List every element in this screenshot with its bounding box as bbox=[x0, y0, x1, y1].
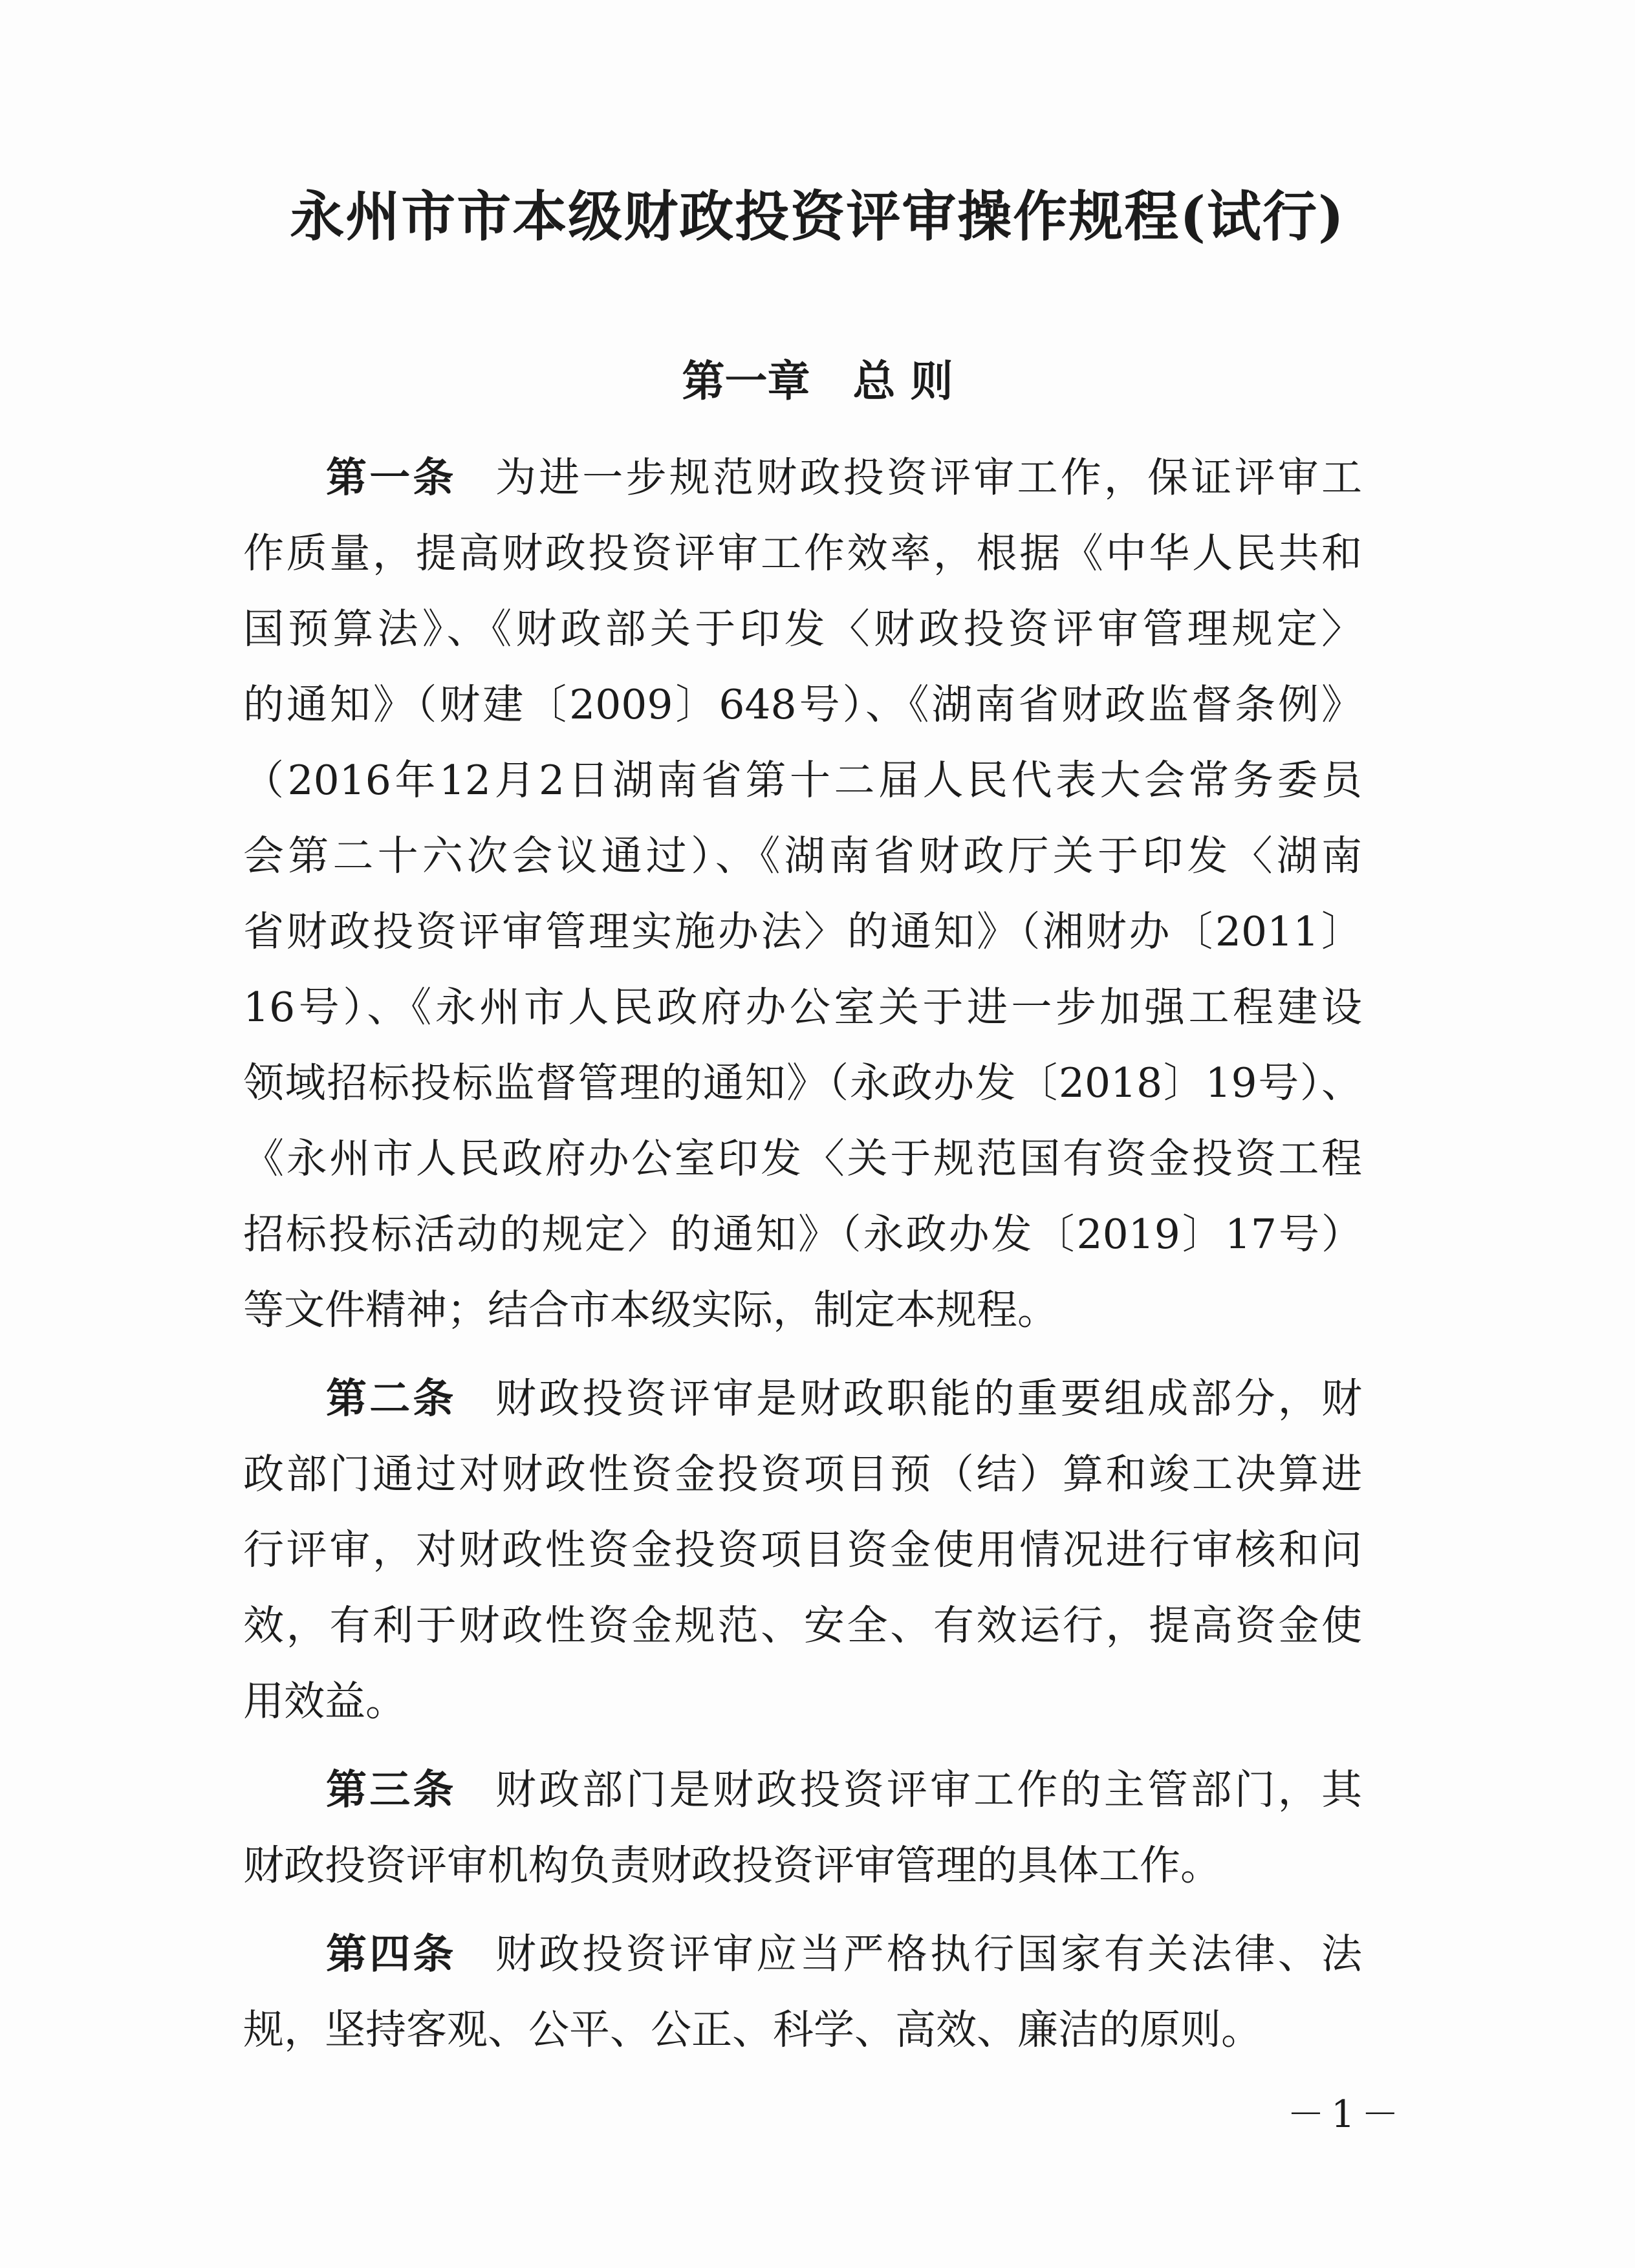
article-4 bbox=[243, 1916, 1362, 2068]
article-line: 的通知》（财建〔2009〕648号）、《湖南省财政监督条例》 bbox=[243, 681, 1362, 728]
chapter-heading bbox=[0, 347, 1635, 408]
article-line: 行评审，对财政性资金投资项目资金使用情况进行审核和问 bbox=[243, 1526, 1362, 1573]
article-2 bbox=[243, 1361, 1362, 1739]
article-line bbox=[243, 1916, 1362, 1992]
article-line: 会第二十六次会议通过）、《湖南省财政厅关于印发〈湖南 bbox=[243, 832, 1362, 880]
article-1 bbox=[243, 440, 1362, 1348]
article-line: 作质量，提高财政投资评审工作效率，根据《中华人民共和 bbox=[243, 530, 1362, 577]
article-line bbox=[243, 440, 1362, 515]
article-line: 16号）、《永州市人民政府办公室关于进一步加强工程建设 bbox=[243, 984, 1362, 1031]
article-text: 财政部门是财政投资评审工作的主管部门，其 bbox=[492, 1766, 1363, 1813]
article-number: 第四条 bbox=[326, 1930, 457, 1978]
document-title: 永州市市本级财政投资评审操作规程(试行) bbox=[290, 184, 1345, 248]
article-line: 政部门通过对财政性资金投资项目预（结）算和竣工决算进 bbox=[243, 1451, 1362, 1498]
chapter-number: 第一章 bbox=[682, 356, 810, 406]
article-text: 为进一步规范财政投资评审工作，保证评审工 bbox=[492, 454, 1363, 501]
article-line: 领域招标投标监督管理的通知》（永政办发〔2018〕19号）、 bbox=[243, 1059, 1362, 1107]
article-3 bbox=[243, 1752, 1362, 1903]
page-number: －1－ bbox=[1287, 2092, 1405, 2136]
article-text: 财政投资评审应当严格执行国家有关法律、法 bbox=[492, 1930, 1363, 1978]
article-line bbox=[243, 1361, 1362, 1436]
article-line: 财政投资评审机构负责财政投资评审管理的具体工作。 bbox=[243, 1842, 1221, 1889]
article-line: 国预算法》、《财政部关于印发〈财政投资评审管理规定〉 bbox=[243, 605, 1362, 653]
document-body bbox=[243, 440, 1362, 2068]
article-line: 用效益。 bbox=[243, 1678, 406, 1725]
article-line: 《永州市人民政府办公室印发〈关于规范国有资金投资工程 bbox=[243, 1135, 1362, 1182]
article-number: 第二条 bbox=[326, 1375, 457, 1422]
chapter-name: 总 则 bbox=[852, 356, 953, 406]
article-line: 规，坚持客观、公平、公正、科学、高效、廉洁的原则。 bbox=[243, 2006, 1262, 2053]
article-line: 等文件精神；结合市本级实际，制定本规程。 bbox=[243, 1286, 1058, 1334]
article-number: 第一条 bbox=[326, 454, 457, 501]
article-number: 第三条 bbox=[326, 1766, 457, 1813]
article-line bbox=[243, 1752, 1362, 1828]
article-line: 省财政投资评审管理实施办法〉的通知》（湘财办〔2011〕 bbox=[243, 908, 1362, 955]
article-line: 招标投标活动的规定〉的通知》（永政办发〔2019〕17号） bbox=[243, 1211, 1362, 1258]
article-line: 效，有利于财政性资金规范、安全、有效运行，提高资金使 bbox=[243, 1602, 1362, 1649]
article-text: 财政投资评审是财政职能的重要组成部分，财 bbox=[492, 1375, 1363, 1422]
article-line: （2016年12月2日湖南省第十二届人民代表大会常务委员 bbox=[243, 757, 1362, 804]
